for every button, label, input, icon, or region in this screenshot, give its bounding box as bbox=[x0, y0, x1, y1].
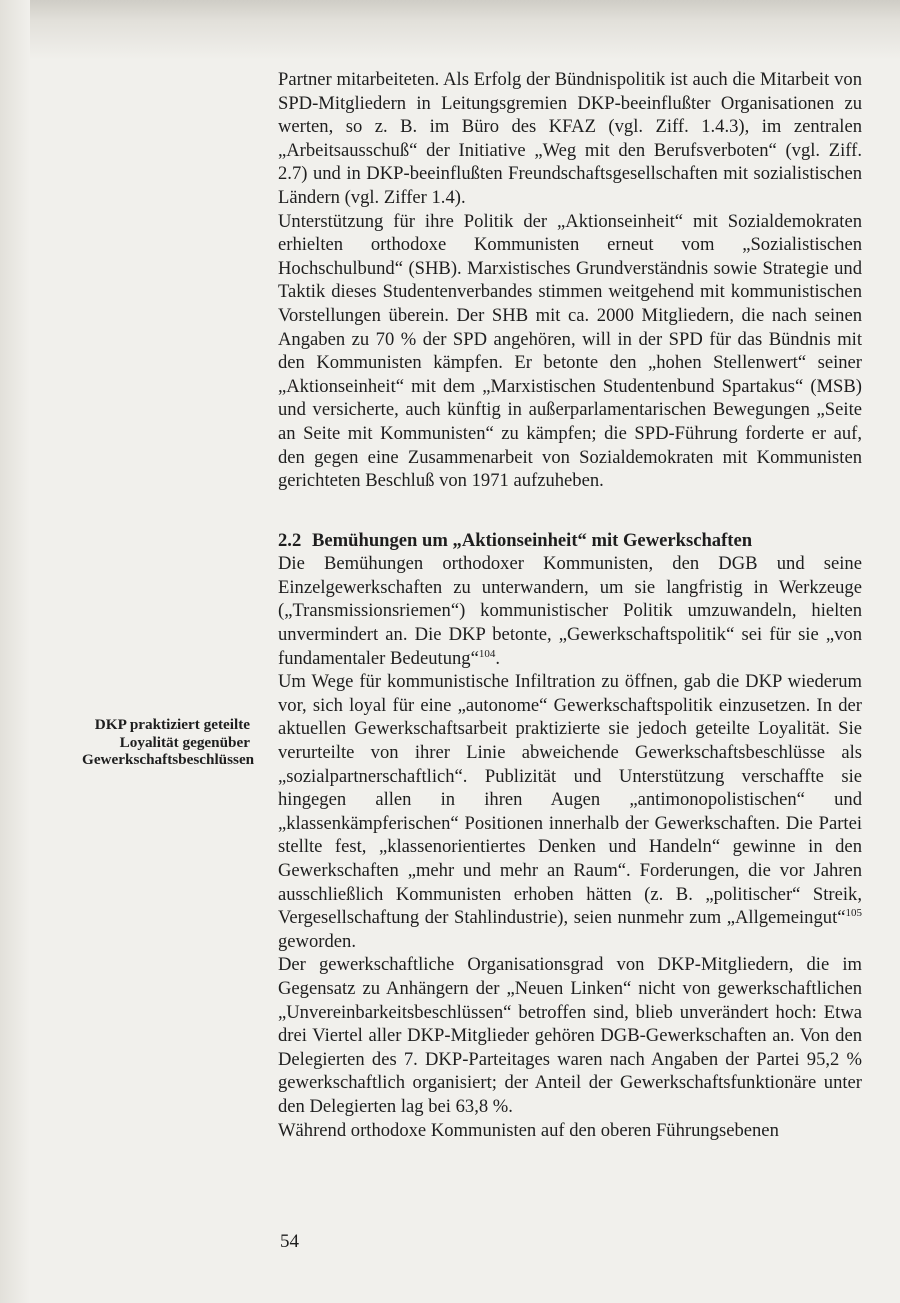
paragraph-3-text: Die Bemühungen orthodoxer Kommunisten, den DGB und seine Einzelgewerkschaften zu unterwandern, um sie langfristig in Werkzeuge („Transmissionsriemen“) kommunistischer Politik umzuwandeln, hielten unvermindert an. Die DKP betonte, „Gewerkschaftspolitik“ sei für sie „von fundamentaler Bedeutung“ bbox=[278, 553, 862, 669]
paragraph-2: Unterstützung für ihre Politik der „Aktionseinheit“ mit Sozialdemokraten erhielten orthodoxe Kommunisten erneut vom „Sozialistischen Hochschulbund“ (SHB). Marxistisches Grundverständnis sowie Strategie und Taktik dieses Studentenverbandes stimmen weitgehend mit kommunistischen Vorstellungen überein. Der SHB mit ca. 2000 Mitgliedern, die nach seinen Angaben zu 70 % der SPD angehören, will in der SPD für das Bündnis mit den Kommunisten kämpfen. Er betonte den „hohen Stellenwert“ seiner „Aktionseinheit“ mit dem „Marxistischen Studentenbund Spartakus“ (MSB) und versicherte, auch künftig in außerparlamentarischen Bewegungen „Seite an Seite mit Kommunisten“ zu kämpfen; die SPD-Führung forderte er auf, den gegen eine Zusammenarbeit von Sozialdemokraten mit Kommunisten gerichteten Beschluß von 1971 aufzuheben. bbox=[278, 210, 862, 492]
scan-shadow-left bbox=[0, 0, 30, 1303]
footnote-104: 104 bbox=[478, 647, 496, 660]
paragraph-4-end: geworden. bbox=[278, 930, 356, 952]
page-number: 54 bbox=[280, 1231, 299, 1252]
page-body bbox=[278, 68, 862, 1142]
scan-shadow-top bbox=[0, 0, 900, 60]
paragraph-6: Während orthodoxe Kommunisten auf den oberen Führungsebenen bbox=[278, 1119, 779, 1141]
section-title: Bemühungen um „Aktionseinheit“ mit Gewerkschaften bbox=[312, 529, 753, 551]
margin-note: DKP praktiziert geteilte Loyalität gegenüber Gewerkschaftsbeschlüssen bbox=[82, 716, 255, 768]
paragraph-3: Die Bemühungen orthodoxer Kommunisten, den DGB und seine Einzelgewerkschaften zu unterwandern, um sie langfristig in Werkzeuge („Transmissionsriemen“) kommunistischer Politik umzuwandeln, hielten unvermindert an. Die DKP betonte, „Gewerkschaftspolitik“ sei für sie „von fundamentaler Bedeutung“$^{104}$. bbox=[278, 553, 862, 669]
section-number: 2.2 bbox=[278, 529, 302, 551]
paragraph-4-text: Um Wege für kommunistische Infiltration zu öffnen, gab die DKP wiederum vor, sich loyal für eine „autonome“ Gewerkschaftspolitik einzusetzen. In der aktuellen Gewerkschaftsarbeit praktizierte sie jedoch geteilte Loyalität. Sie verurteilte von ihrer Linie abweichende Gewerkschaftsbeschlüsse als „sozialpartnerschaftlich“. Publizität und Unterstützung verschaffte sie hingegen allen in ihren Augen „antimonopolistischen“ und „klassenkämpferischen“ Positionen innerhalb der Gewerkschaften. Die Partei stellte fest, „klassenorientiertes Denken und Handeln“ gewinne in den Gewerkschaften „mehr und mehr an Raum“. Forderungen, die vor Jahren ausschließlich Kommunisten erhoben hätten (z. B. „politischer“ Streik, Vergesellschaftung der Stahlindustrie), seien nunmehr zum „Allgemeingut“ bbox=[278, 671, 862, 929]
paragraph-4 bbox=[278, 670, 862, 953]
footnote-105: 105 bbox=[845, 907, 862, 920]
section-heading bbox=[278, 529, 862, 553]
paragraph-5: Der gewerkschaftliche Organisationsgrad von DKP-Mitgliedern, die im Gegensatz zu Anhängern der „Neuen Linken“ nicht von gewerkschaftlichen „Unvereinbarkeitsbeschlüssen“ betroffen sind, blieb unverändert hoch: Etwa drei Viertel aller DKP-Mitglieder gehören DGB-Gewerkschaften an. Von den Delegierten des 7. DKP-Parteitages waren nach Angaben der Partei 95,2 % gewerkschaftlich organisiert; der Anteil der Gewerkschaftsfunktionäre unter den Delegierten lag bei 63,8 %. bbox=[278, 954, 862, 1117]
paragraph-1: Partner mitarbeiteten. Als Erfolg der Bündnispolitik ist auch die Mitarbeit von SPD-Mitgliedern in Leitungsgremien DKP-beeinflußter Organisationen zu werten, so z. B. im Büro des KFAZ (vgl. Ziff. 1.4.3), im zentralen „Arbeitsausschuß“ der Initiative „Weg mit den Berufsverboten“ (vgl. Ziff. 2.7) und in DKP-beeinflußten Freundschaftsgesellschaften mit sozialistischen Ländern (vgl. Ziffer 1.4). bbox=[278, 69, 862, 208]
